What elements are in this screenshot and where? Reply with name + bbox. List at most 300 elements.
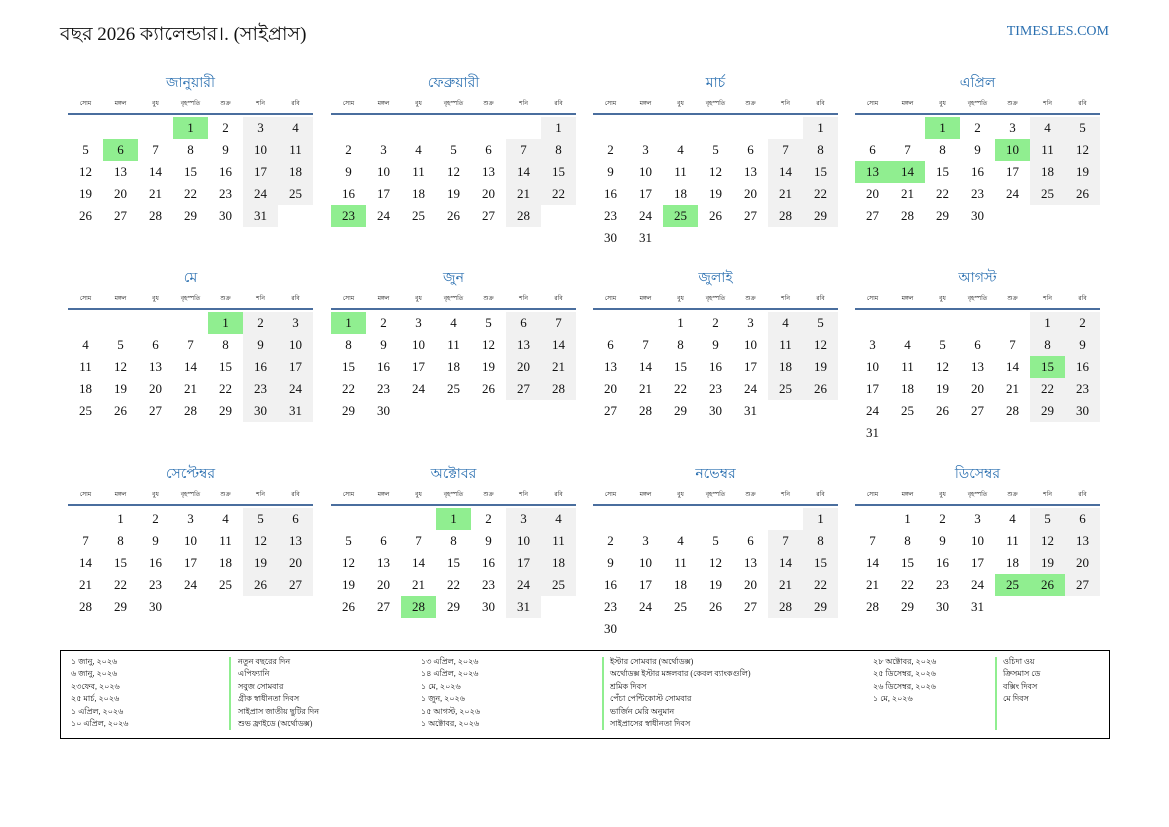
day-cell: 29 — [936, 208, 949, 223]
month-name: আগস্ট — [958, 271, 997, 286]
weekday-label: শুক্র — [220, 296, 231, 302]
weekday-label: শুক্র — [745, 101, 756, 107]
day-grid — [855, 312, 1100, 444]
empty-cell — [138, 312, 173, 334]
day-cell: 12 — [709, 164, 722, 179]
day-cell: 22 — [803, 574, 838, 596]
page-title: বছর 2026 ক্যালেন্ডার।. (সাইপ্রাস) — [60, 24, 307, 45]
day-cell: 11 — [219, 533, 232, 548]
day-cell: 18 — [901, 381, 914, 396]
day-cell: 9 — [607, 555, 614, 570]
day-cell: 4 — [278, 117, 313, 139]
weekday-label: মঙ্গল — [114, 296, 127, 302]
day-cell: 23 — [1065, 378, 1100, 400]
day-cell: 31 — [243, 205, 278, 227]
holiday-dates-col-1 — [71, 656, 129, 730]
day-cell: 16 — [342, 186, 355, 201]
weekday-label: বুধ — [677, 296, 684, 302]
weekday-header — [855, 97, 1100, 115]
day-cell: 31 — [744, 403, 757, 418]
weekday-label: মঙ্গল — [639, 296, 652, 302]
weekday-label: রবি — [554, 101, 563, 107]
weekday-label: রবি — [816, 101, 825, 107]
empty-cell — [401, 508, 436, 530]
weekday-label: শনি — [256, 101, 265, 107]
day-cell: 13 — [278, 530, 313, 552]
day-cell: 20 — [971, 381, 984, 396]
day-cell: 11 — [278, 139, 313, 161]
day-cell: 8 — [803, 139, 838, 161]
day-cell: 21 — [541, 356, 576, 378]
weekday-label: মঙ্গল — [114, 101, 127, 107]
day-cell: 15 — [184, 164, 197, 179]
empty-cell — [890, 117, 925, 139]
day-cell: 14 — [768, 552, 803, 574]
day-cell: 15 — [803, 552, 838, 574]
holiday-day-cell: 25 — [663, 205, 698, 227]
month-calendar — [593, 269, 838, 422]
day-cell: 7 — [415, 533, 422, 548]
day-cell: 27 — [149, 403, 162, 418]
weekday-label: বুধ — [415, 101, 422, 107]
day-cell: 13 — [1065, 530, 1100, 552]
holiday-date: ১ এপ্রিল, ২০২৬ — [71, 706, 124, 716]
day-cell: 28 — [866, 599, 879, 614]
day-cell: 27 — [482, 208, 495, 223]
day-cell: 3 — [642, 533, 649, 548]
empty-cell — [401, 117, 436, 139]
day-cell: 2 — [607, 142, 614, 157]
day-cell: 30 — [604, 621, 617, 636]
day-cell: 10 — [971, 533, 984, 548]
day-cell: 18 — [541, 552, 576, 574]
day-cell: 24 — [243, 183, 278, 205]
day-cell: 21 — [1006, 381, 1019, 396]
weekday-label: বুধ — [152, 492, 159, 498]
holiday-day-cell: 1 — [331, 312, 366, 334]
weekday-label: শুক্র — [745, 296, 756, 302]
day-cell: 3 — [974, 511, 981, 526]
empty-cell — [663, 117, 698, 139]
day-cell: 22 — [219, 381, 232, 396]
day-cell: 16 — [1065, 356, 1100, 378]
weekday-label: শনি — [781, 101, 790, 107]
day-cell: 16 — [377, 359, 390, 374]
weekday-label: রবি — [1078, 296, 1087, 302]
month-calendar — [331, 74, 576, 227]
day-cell: 11 — [79, 359, 92, 374]
day-cell: 1 — [541, 117, 576, 139]
empty-cell — [366, 117, 401, 139]
day-cell: 29 — [1030, 400, 1065, 422]
weekday-label: শনি — [256, 296, 265, 302]
day-grid — [855, 508, 1100, 618]
day-cell: 19 — [342, 577, 355, 592]
day-cell: 23 — [149, 577, 162, 592]
weekday-label: সোম — [342, 296, 355, 302]
day-cell: 12 — [243, 530, 278, 552]
day-cell: 24 — [866, 403, 879, 418]
day-cell: 22 — [541, 183, 576, 205]
day-cell: 7 — [768, 530, 803, 552]
day-cell: 5 — [712, 142, 719, 157]
weekday-label: শনি — [781, 296, 790, 302]
weekday-label: শনি — [1043, 296, 1052, 302]
day-cell: 9 — [222, 142, 229, 157]
day-cell: 6 — [607, 337, 614, 352]
day-cell: 19 — [709, 577, 722, 592]
weekday-label: রবি — [816, 492, 825, 498]
day-cell: 27 — [114, 208, 127, 223]
empty-cell — [173, 312, 208, 334]
day-cell: 16 — [971, 164, 984, 179]
day-cell: 4 — [450, 315, 457, 330]
day-cell: 5 — [82, 142, 89, 157]
day-cell: 12 — [342, 555, 355, 570]
day-cell: 25 — [768, 378, 803, 400]
day-cell: 5 — [450, 142, 457, 157]
day-cell: 28 — [184, 403, 197, 418]
month-calendar — [593, 74, 838, 249]
holiday-date: ১৫ আগস্ট, ২০২৬ — [421, 706, 481, 716]
day-cell: 4 — [768, 312, 803, 334]
day-cell: 21 — [639, 381, 652, 396]
weekday-header — [593, 292, 838, 310]
holiday-date: ১ জুন, ২০২৬ — [421, 694, 465, 704]
weekday-label: শুক্র — [220, 492, 231, 498]
day-cell: 28 — [901, 208, 914, 223]
month-name: এপ্রিল — [959, 76, 996, 91]
weekday-header — [68, 97, 313, 115]
day-cell: 1 — [803, 508, 838, 530]
holiday-day-cell: 1 — [436, 508, 471, 530]
day-cell: 17 — [184, 555, 197, 570]
weekday-label: বৃহস্পতি — [705, 492, 726, 498]
holiday-list — [60, 650, 1110, 739]
holiday-date: ১ জানু, ২০২৬ — [71, 657, 118, 666]
weekday-label: সোম — [79, 492, 92, 498]
day-cell: 22 — [674, 381, 687, 396]
day-cell: 26 — [709, 208, 722, 223]
weekday-label: বৃহস্পতি — [443, 101, 464, 107]
weekday-header — [331, 292, 576, 310]
holiday-day-cell: 1 — [208, 312, 243, 334]
day-cell: 9 — [607, 164, 614, 179]
weekday-label: মঙ্গল — [639, 101, 652, 107]
day-cell: 25 — [412, 208, 425, 223]
day-cell: 5 — [712, 533, 719, 548]
day-cell: 25 — [278, 183, 313, 205]
day-cell: 16 — [604, 577, 617, 592]
day-cell: 3 — [747, 315, 754, 330]
weekday-label: বৃহস্পতি — [180, 101, 201, 107]
day-cell: 26 — [709, 599, 722, 614]
empty-cell — [768, 117, 803, 139]
day-cell: 27 — [866, 208, 879, 223]
weekday-label: বুধ — [677, 101, 684, 107]
day-cell: 3 — [415, 315, 422, 330]
weekday-label: মঙ্গল — [377, 101, 390, 107]
empty-cell — [733, 508, 768, 530]
empty-cell — [593, 508, 628, 530]
day-cell: 4 — [904, 337, 911, 352]
day-cell: 30 — [149, 599, 162, 614]
weekday-label: মঙ্গল — [901, 101, 914, 107]
day-cell: 8 — [222, 337, 229, 352]
day-cell: 1 — [677, 315, 684, 330]
day-cell: 14 — [412, 555, 425, 570]
empty-cell — [68, 312, 103, 334]
day-cell: 29 — [901, 599, 914, 614]
day-cell: 13 — [377, 555, 390, 570]
weekday-label: রবি — [554, 492, 563, 498]
day-cell: 7 — [506, 139, 541, 161]
day-cell: 13 — [149, 359, 162, 374]
day-cell: 30 — [936, 599, 949, 614]
holiday-name: শ্রমিক দিবস — [610, 681, 647, 691]
month-name: সেপ্টেম্বর — [165, 467, 216, 482]
day-cell: 13 — [604, 359, 617, 374]
day-cell: 4 — [1030, 117, 1065, 139]
weekday-label: বৃহস্পতি — [180, 296, 201, 302]
empty-cell — [628, 312, 663, 334]
day-cell: 10 — [278, 334, 313, 356]
day-cell: 28 — [541, 378, 576, 400]
day-cell: 2 — [1065, 312, 1100, 334]
holiday-day-cell: 1 — [173, 117, 208, 139]
day-grid — [331, 312, 576, 422]
day-cell: 13 — [744, 164, 757, 179]
holiday-date: ৬ জানু, ২০২৬ — [71, 669, 118, 679]
month-name: মার্চ — [705, 76, 726, 91]
weekday-label: রবি — [291, 101, 300, 107]
day-cell: 17 — [639, 186, 652, 201]
weekday-label: মঙ্গল — [114, 492, 127, 498]
day-cell: 4 — [541, 508, 576, 530]
day-cell: 17 — [278, 356, 313, 378]
weekday-label: শনি — [519, 492, 528, 498]
day-cell: 20 — [1065, 552, 1100, 574]
day-cell: 4 — [222, 511, 229, 526]
day-cell: 15 — [219, 359, 232, 374]
day-cell: 27 — [1065, 574, 1100, 596]
holiday-divider — [229, 657, 231, 730]
day-cell: 26 — [342, 599, 355, 614]
weekday-label: বৃহস্পতি — [967, 296, 988, 302]
day-cell: 11 — [412, 164, 425, 179]
day-cell: 8 — [541, 139, 576, 161]
day-cell: 23 — [219, 186, 232, 201]
day-cell: 21 — [901, 186, 914, 201]
holiday-name: ওচিদা ওয় — [1003, 657, 1035, 666]
day-cell: 17 — [639, 577, 652, 592]
empty-cell — [103, 117, 138, 139]
weekday-label: সোম — [866, 296, 879, 302]
day-cell: 10 — [243, 139, 278, 161]
day-cell: 13 — [971, 359, 984, 374]
day-cell: 4 — [1009, 511, 1016, 526]
day-cell: 10 — [639, 164, 652, 179]
site-link[interactable]: TIMESLES.COM — [1006, 24, 1109, 39]
day-cell: 29 — [674, 403, 687, 418]
weekday-label: সোম — [604, 492, 617, 498]
day-cell: 24 — [1006, 186, 1019, 201]
weekday-label: শুক্র — [483, 101, 494, 107]
month-name: জুন — [443, 271, 464, 286]
weekday-label: রবি — [1078, 492, 1087, 498]
weekday-label: শনি — [781, 492, 790, 498]
holiday-names-col-2 — [610, 656, 751, 730]
day-cell: 11 — [541, 530, 576, 552]
day-cell: 27 — [604, 403, 617, 418]
day-cell: 18 — [412, 186, 425, 201]
day-cell: 20 — [506, 356, 541, 378]
day-cell: 15 — [936, 164, 949, 179]
holiday-name: অর্থোডক্স ইস্টার মঙ্গলবার (কেবল ব্যাংকগুলি) — [610, 669, 751, 679]
weekday-label: সোম — [79, 101, 92, 107]
weekday-label: বৃহস্পতি — [443, 492, 464, 498]
day-cell: 3 — [1009, 120, 1016, 135]
day-cell: 27 — [377, 599, 390, 614]
day-cell: 16 — [936, 555, 949, 570]
holiday-day-cell: 10 — [995, 139, 1030, 161]
day-cell: 18 — [278, 161, 313, 183]
month-name: মে — [183, 271, 198, 286]
empty-cell — [628, 508, 663, 530]
day-cell: 29 — [342, 403, 355, 418]
day-cell: 6 — [747, 142, 754, 157]
month-calendar — [331, 465, 576, 618]
day-cell: 3 — [243, 117, 278, 139]
holiday-names-col-1 — [238, 656, 319, 730]
day-cell: 23 — [971, 186, 984, 201]
weekday-label: বুধ — [415, 492, 422, 498]
holiday-date: ১৩ এপ্রিল, ২০২৬ — [421, 657, 479, 666]
day-cell: 12 — [482, 337, 495, 352]
holiday-name: সাইপ্রাসের স্বাধীনতা দিবস — [610, 718, 691, 728]
day-cell: 29 — [184, 208, 197, 223]
day-cell: 21 — [184, 381, 197, 396]
empty-cell — [103, 312, 138, 334]
day-cell: 6 — [278, 508, 313, 530]
weekday-label: রবি — [291, 296, 300, 302]
weekday-label: রবি — [816, 296, 825, 302]
weekday-header — [68, 488, 313, 506]
month-calendar — [68, 269, 313, 422]
month-calendar — [593, 465, 838, 640]
empty-cell — [593, 117, 628, 139]
day-cell: 26 — [803, 378, 838, 400]
weekday-label: মঙ্গল — [901, 296, 914, 302]
day-cell: 10 — [377, 164, 390, 179]
day-cell: 23 — [377, 381, 390, 396]
day-cell: 16 — [149, 555, 162, 570]
day-cell: 2 — [607, 533, 614, 548]
day-cell: 8 — [904, 533, 911, 548]
day-cell: 27 — [506, 378, 541, 400]
day-cell: 9 — [380, 337, 387, 352]
empty-cell — [733, 117, 768, 139]
holiday-dates-col-2 — [421, 656, 480, 730]
weekday-label: মঙ্গল — [639, 492, 652, 498]
day-cell: 18 — [79, 381, 92, 396]
holiday-divider — [602, 657, 604, 730]
day-cell: 1 — [904, 511, 911, 526]
day-cell: 30 — [243, 400, 278, 422]
day-grid — [331, 117, 576, 227]
holiday-date: ২৫ ডিসেম্বর, ২০২৬ — [873, 669, 936, 679]
day-cell: 5 — [117, 337, 124, 352]
day-cell: 6 — [152, 337, 159, 352]
holiday-day-cell: 6 — [103, 139, 138, 161]
day-cell: 22 — [114, 577, 127, 592]
day-cell: 19 — [114, 381, 127, 396]
day-cell: 9 — [1065, 334, 1100, 356]
holiday-name: পেঁচা পেন্টিকোস্ট সোমবার — [610, 694, 692, 704]
day-cell: 18 — [674, 577, 687, 592]
day-cell: 14 — [541, 334, 576, 356]
day-cell: 23 — [243, 378, 278, 400]
holiday-day-cell: 28 — [401, 596, 436, 618]
day-cell: 31 — [971, 599, 984, 614]
day-cell: 26 — [114, 403, 127, 418]
day-cell: 27 — [971, 403, 984, 418]
weekday-label: বৃহস্পতি — [705, 296, 726, 302]
day-cell: 16 — [482, 555, 495, 570]
weekday-label: বৃহস্পতি — [967, 101, 988, 107]
empty-cell — [593, 312, 628, 334]
day-cell: 24 — [639, 599, 652, 614]
day-cell: 9 — [939, 533, 946, 548]
day-cell: 17 — [506, 552, 541, 574]
day-cell: 7 — [642, 337, 649, 352]
day-cell: 6 — [380, 533, 387, 548]
day-cell: 6 — [974, 337, 981, 352]
day-cell: 19 — [1030, 552, 1065, 574]
day-cell: 10 — [639, 555, 652, 570]
day-cell: 11 — [674, 555, 687, 570]
day-cell: 8 — [1030, 334, 1065, 356]
day-cell: 21 — [506, 183, 541, 205]
month-calendar — [68, 465, 313, 618]
month-calendar — [331, 269, 576, 422]
day-cell: 28 — [768, 596, 803, 618]
day-cell: 27 — [744, 208, 757, 223]
day-cell: 3 — [187, 511, 194, 526]
weekday-label: মঙ্গল — [901, 492, 914, 498]
day-cell: 3 — [278, 312, 313, 334]
holiday-name: ইস্টার সোমবার (অর্থোডক্স) — [610, 657, 694, 666]
empty-cell — [628, 117, 663, 139]
empty-cell — [855, 117, 890, 139]
day-cell: 15 — [447, 555, 460, 570]
day-cell: 3 — [869, 337, 876, 352]
day-cell: 11 — [1006, 533, 1019, 548]
month-name: নভেম্বর — [695, 467, 736, 482]
day-cell: 5 — [803, 312, 838, 334]
day-cell: 20 — [377, 577, 390, 592]
weekday-label: শুক্র — [1007, 101, 1018, 107]
month-calendar — [68, 74, 313, 227]
day-cell: 30 — [377, 403, 390, 418]
day-cell: 19 — [709, 186, 722, 201]
day-cell: 31 — [639, 230, 652, 245]
day-cell: 8 — [117, 533, 124, 548]
day-cell: 6 — [869, 142, 876, 157]
day-cell: 5 — [939, 337, 946, 352]
holiday-date: ১ অক্টোবর, ২০২৬ — [421, 718, 480, 728]
day-grid — [593, 117, 838, 249]
